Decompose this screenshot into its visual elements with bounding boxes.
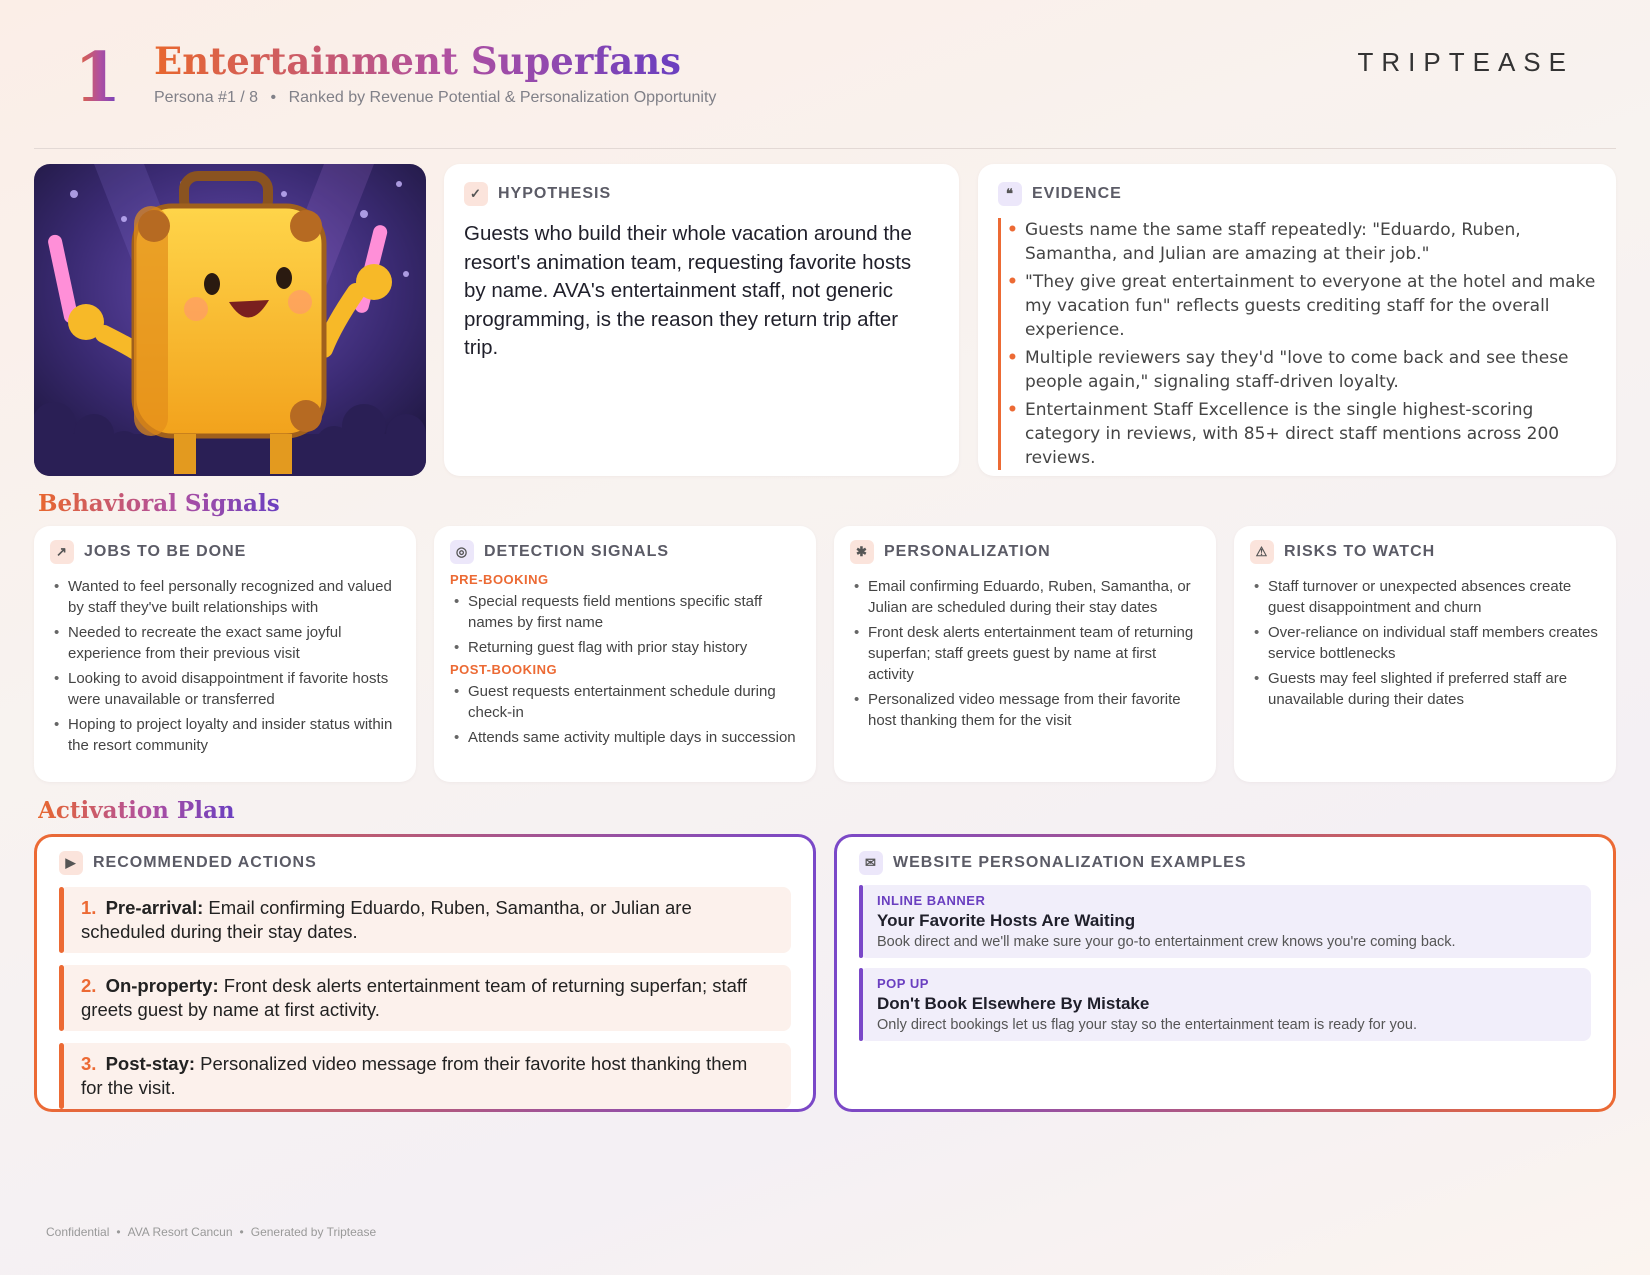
action-text: Email confirming Eduardo, Ruben, Samantha, or Julian are scheduled during their stay dates. — [81, 897, 692, 942]
footer-confidential: Confidential — [46, 1225, 110, 1239]
risks-label: RISKS TO WATCH — [1284, 543, 1436, 560]
target-icon: ◎ — [450, 540, 474, 564]
action-number: 3. — [81, 1053, 97, 1074]
actions-label: RECOMMENDED ACTIONS — [93, 854, 317, 871]
list-item: • Special requests field mentions specific staff names by first name — [450, 591, 800, 633]
evidence-item: • Entertainment Staff Excellence is the single highest-scoring category in reviews, with 85+ direct staff mentions across 200 reviews. — [1025, 398, 1596, 470]
risks-list — [1250, 576, 1600, 710]
warning-icon: ⚠ — [1250, 540, 1274, 564]
website-example — [859, 968, 1591, 1041]
page-subtitle: Persona #1 / 8 • Ranked by Revenue Potential & Personalization Opportunity — [154, 89, 717, 106]
example-type: INLINE BANNER — [877, 893, 986, 908]
list-item: • Attends same activity multiple days in succession — [450, 727, 800, 748]
list-item: • Email confirming Eduardo, Ruben, Samantha, or Julian are scheduled during their stay dates — [850, 576, 1200, 618]
list-item: • Needed to recreate the exact same joyful experience from their previous visit — [50, 622, 400, 664]
detection-card — [434, 526, 816, 782]
example-title: Don't Book Elsewhere By Mistake — [877, 994, 1150, 1013]
list-item: • Over-reliance on individual staff members creates service bottlenecks — [1250, 622, 1600, 664]
post-booking-label: POST-BOOKING — [450, 662, 558, 677]
ranking-note: Ranked by Revenue Potential & Personalization Opportunity — [288, 89, 717, 106]
action-row — [59, 1043, 791, 1109]
action-text: Personalized video message from their favorite host thanking them for the visit. — [81, 1053, 748, 1098]
persona-illustration — [34, 164, 426, 476]
envelope-icon: ✉ — [859, 851, 883, 875]
list-item: • Hoping to project loyalty and insider status within the resort community — [50, 714, 400, 756]
example-type: POP UP — [877, 976, 929, 991]
check-icon: ✓ — [464, 182, 488, 206]
website-header — [859, 851, 1591, 875]
list-item: • Guest requests entertainment schedule during check-in — [450, 681, 800, 723]
actions-header — [59, 851, 791, 875]
personalization-card — [834, 526, 1216, 782]
post-booking-list — [450, 681, 800, 748]
action-row — [59, 887, 791, 953]
hypothesis-card — [444, 164, 959, 476]
hypothesis-header — [464, 182, 939, 206]
play-icon: ▶ — [59, 851, 83, 875]
website-personalization-card — [834, 834, 1616, 1112]
persona-index: Persona #1 / 8 — [154, 89, 259, 106]
behavioral-signals-title: Behavioral Signals — [38, 490, 280, 517]
evidence-item: • Multiple reviewers say they'd "love to come back and see these people again," signaling staff-driven loyalty. — [1025, 346, 1596, 394]
activation-plan-title: Activation Plan — [38, 797, 235, 824]
recommended-actions-card — [34, 834, 816, 1112]
example-title: Your Favorite Hosts Are Waiting — [877, 911, 1136, 930]
action-text: Front desk alerts entertainment team of returning superfan; staff greets guest by name at first activity. — [81, 975, 747, 1020]
evidence-card — [978, 164, 1616, 476]
evidence-item: • Guests name the same staff repeatedly: "Eduardo, Ruben, Samantha, and Julian are amazing at their job." — [1025, 218, 1596, 266]
list-item: • Wanted to feel personally recognized and valued by staff they've built relationships with — [50, 576, 400, 618]
persona-number: 1 — [74, 38, 122, 118]
jobs-header — [50, 540, 400, 564]
example-body: Only direct bookings let us flag your stay so the entertainment team is ready for you. — [877, 1017, 1417, 1033]
evidence-label: EVIDENCE — [1032, 185, 1122, 202]
jobs-label: JOBS TO BE DONE — [84, 543, 247, 560]
hypothesis-text: Guests who build their whole vacation around the resort's animation team, requesting favorite hosts by name. AVA's entertainment staff, not generic programming, is the reason they return trip after trip. — [464, 222, 912, 359]
evidence-item: • "They give great entertainment to everyone at the hotel and make my vacation fun" reflects guests crediting staff for the overall experience. — [1025, 270, 1596, 342]
pre-booking-list — [450, 591, 800, 658]
personalization-label: PERSONALIZATION — [884, 543, 1051, 560]
action-lead: Post-stay: — [105, 1053, 196, 1074]
website-label: WEBSITE PERSONALIZATION EXAMPLES — [893, 854, 1247, 871]
website-example — [859, 885, 1591, 958]
footer-property: AVA Resort Cancun — [127, 1225, 233, 1239]
action-lead: On-property: — [105, 975, 219, 996]
risks-header — [1250, 540, 1600, 564]
brand-logo: TRIPTEASE — [1357, 47, 1574, 77]
personalization-list — [850, 576, 1200, 731]
suitcase-mascot-image — [34, 164, 426, 476]
page-footer: Confidential • AVA Resort Cancun • Generated by Triptease — [46, 1225, 377, 1239]
hypothesis-label: HYPOTHESIS — [498, 185, 612, 202]
list-item: • Personalized video message from their favorite host thanking them for the visit — [850, 689, 1200, 731]
list-item: • Returning guest flag with prior stay history — [450, 637, 800, 658]
risks-card — [1234, 526, 1616, 782]
arrow-up-right-icon: ↗ — [50, 540, 74, 564]
list-item: • Front desk alerts entertainment team of returning superfan; staff greets guest by name at first activity — [850, 622, 1200, 685]
example-body: Book direct and we'll make sure your go-to entertainment crew knows you're coming back. — [877, 934, 1456, 950]
action-row — [59, 965, 791, 1031]
quote-icon: ❝ — [998, 182, 1022, 206]
action-lead: Pre-arrival: — [105, 897, 204, 918]
asterisk-icon: ✱ — [850, 540, 874, 564]
detection-header — [450, 540, 800, 564]
action-number: 1. — [81, 897, 97, 918]
header-divider — [34, 148, 1616, 149]
jobs-list — [50, 576, 400, 756]
pre-booking-label: PRE-BOOKING — [450, 572, 549, 587]
list-item: • Staff turnover or unexpected absences create guest disappointment and churn — [1250, 576, 1600, 618]
jobs-card — [34, 526, 416, 782]
evidence-list — [998, 218, 1596, 470]
detection-label: DETECTION SIGNALS — [484, 543, 670, 560]
evidence-header — [998, 182, 1596, 206]
footer-generator: Generated by Triptease — [250, 1225, 377, 1239]
action-number: 2. — [81, 975, 97, 996]
list-item: • Guests may feel slighted if preferred staff are unavailable during their dates — [1250, 668, 1600, 710]
list-item: • Looking to avoid disappointment if favorite hosts were unavailable or transferred — [50, 668, 400, 710]
personalization-header — [850, 540, 1200, 564]
page-title: Entertainment Superfans — [154, 39, 681, 83]
